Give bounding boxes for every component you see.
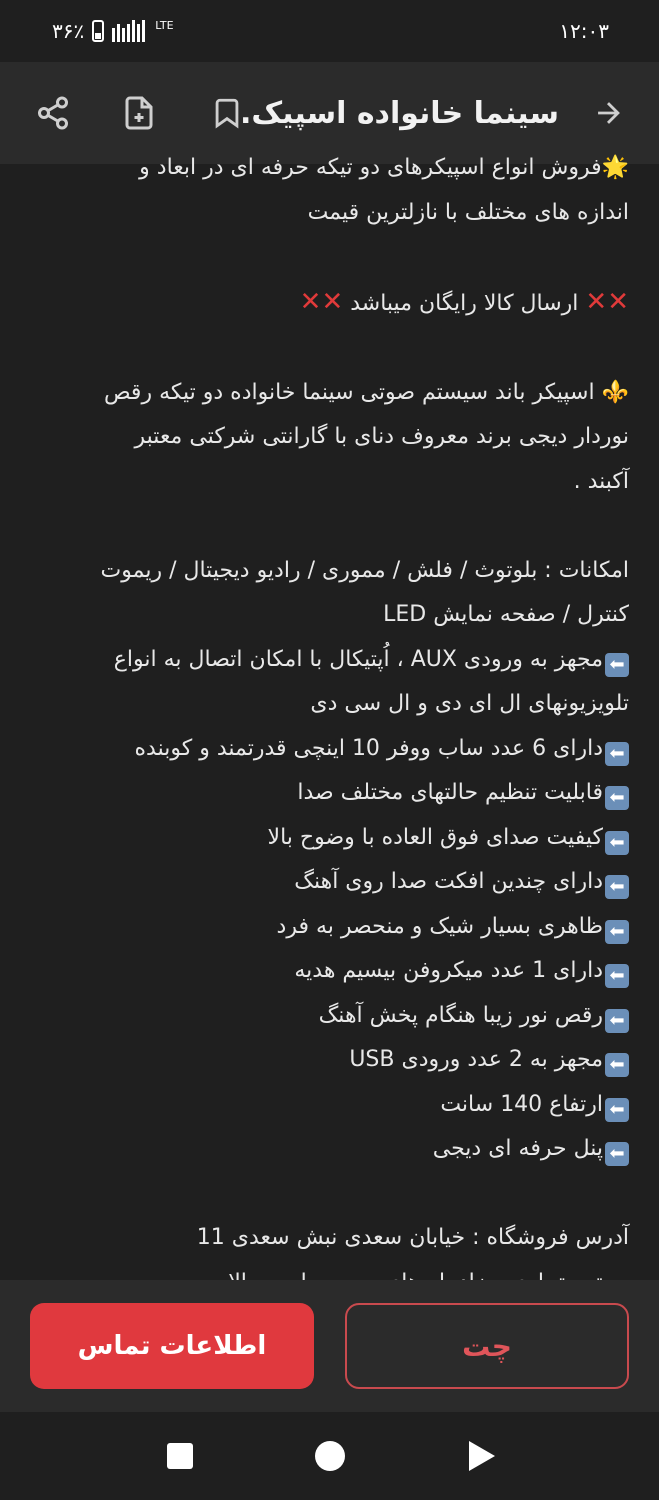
- share-icon: [35, 95, 71, 131]
- back-nav-button[interactable]: [452, 1412, 512, 1500]
- triangle-icon: [469, 1441, 495, 1471]
- bullet-item: [36, 994, 629, 1039]
- post-description: [0, 155, 659, 1280]
- bullet-item: [36, 771, 629, 816]
- recents-button[interactable]: [150, 1412, 210, 1500]
- bullet-text: دارای 1 عدد میکروفن بیسیم هدیه: [294, 958, 603, 983]
- bookmark-icon: [210, 96, 244, 130]
- status-left: [52, 19, 174, 43]
- battery-icon: [92, 20, 104, 42]
- bullet-item: [36, 638, 629, 683]
- left-arrow-icon: ⬅: [605, 786, 629, 810]
- desc-line-1: ⚜️ اسپیکر باند سیستم صوتی سینما خانواده دو تیکه رقص: [103, 379, 629, 405]
- square-icon: [167, 1443, 193, 1469]
- free-shipping-text: ارسال کالا رایگان میباشد: [350, 290, 579, 316]
- bullet-text: پنل حرفه ای دیجی: [432, 1136, 603, 1161]
- action-bar: [0, 1280, 659, 1412]
- desc-line-2: نوردار دیجی برند معروف دنای با گارانتی شرکتی معتبر: [134, 424, 629, 449]
- chat-button[interactable]: چت: [345, 1303, 629, 1389]
- signal-icon: [112, 20, 145, 42]
- page-title: سینما خانواده اسپیک.: [240, 95, 559, 131]
- bullet-item: [36, 816, 629, 861]
- add-file-icon: [121, 95, 157, 131]
- bullet-item: [36, 905, 629, 950]
- left-arrow-icon: ⬅: [605, 742, 629, 766]
- left-arrow-icon: ⬅: [605, 1098, 629, 1122]
- contact-info-button[interactable]: اطلاعات تماس: [30, 1303, 314, 1389]
- back-arrow-icon: [591, 96, 625, 130]
- bullet-item: [36, 1083, 629, 1128]
- address-line-1: آدرس فروشگاه : خیابان سعدی نبش سعدی 11: [196, 1225, 629, 1250]
- network-type: LTE: [155, 19, 174, 32]
- battery-percent: ۳۶٪: [52, 19, 85, 43]
- intro-line-2: اندازه های مختلف با نازلترین قیمت: [307, 199, 629, 225]
- features-line-2: کنترل / صفحه نمایش LED: [383, 602, 629, 627]
- bullet-item: [36, 1038, 629, 1083]
- bullet-item: [36, 860, 629, 905]
- bullet-text: ارتفاع 140 سانت: [440, 1091, 603, 1117]
- bullet-item: [36, 949, 629, 994]
- home-button[interactable]: [300, 1412, 360, 1500]
- bullet-text: قابلیت تنظیم حالتهای مختلف صدا: [297, 780, 603, 805]
- left-arrow-icon: ⬅: [605, 875, 629, 899]
- description-text: [36, 146, 629, 1305]
- clock: ۱۲:۰۳: [559, 19, 609, 43]
- left-arrow-icon: ⬅: [605, 831, 629, 855]
- left-arrow-icon: ⬅: [605, 964, 629, 988]
- bullet-text: ظاهری بسیار شیک و منحصر به فرد: [276, 913, 603, 939]
- bullet-item: [36, 1127, 629, 1172]
- free-shipping-line: [36, 280, 629, 327]
- left-arrow-icon: ⬅: [605, 1009, 629, 1033]
- x-mark-icon: ✕✕: [299, 286, 344, 317]
- left-arrow-icon: ⬅: [605, 1142, 629, 1166]
- status-bar: [0, 0, 659, 62]
- bullet-text: دارای چندین افکت صدا روی آهنگ: [294, 869, 603, 894]
- bullet-item: [36, 727, 629, 772]
- bullet-text: مجهز به 2 عدد ورودی USB: [349, 1047, 603, 1072]
- x-mark-icon: ✕✕: [585, 286, 629, 317]
- circle-icon: [315, 1441, 345, 1471]
- bullet-continuation: تلویزیونهای ال ای دی و ال سی دی: [310, 691, 629, 716]
- bullet-text: مجهز به ورودی AUX ، اُپتیکال با امکان اتصال به انواع: [113, 646, 603, 672]
- intro-line-1: 🌟فروش انواع اسپیکرهای دو تیکه حرفه ای در ابعاد و: [139, 155, 629, 180]
- desc-line-3: آکبند .: [573, 468, 629, 494]
- bullet-text: رقص نور زیبا هنگام پخش آهنگ: [318, 1002, 603, 1028]
- system-nav-bar: [0, 1412, 659, 1500]
- features-line-1: امکانات : بلوتوث / فلش / مموری / رادیو دیجیتال / ریموت: [100, 557, 629, 583]
- bullet-text: دارای 6 عدد ساب ووفر 10 اینچی قدرتمند و کوبنده: [134, 735, 603, 761]
- left-arrow-icon: ⬅: [605, 653, 629, 677]
- left-arrow-icon: ⬅: [605, 920, 629, 944]
- bullet-text: کیفیت صدای فوق العاده با وضوح بالا: [267, 824, 603, 850]
- left-arrow-icon: ⬅: [605, 1053, 629, 1077]
